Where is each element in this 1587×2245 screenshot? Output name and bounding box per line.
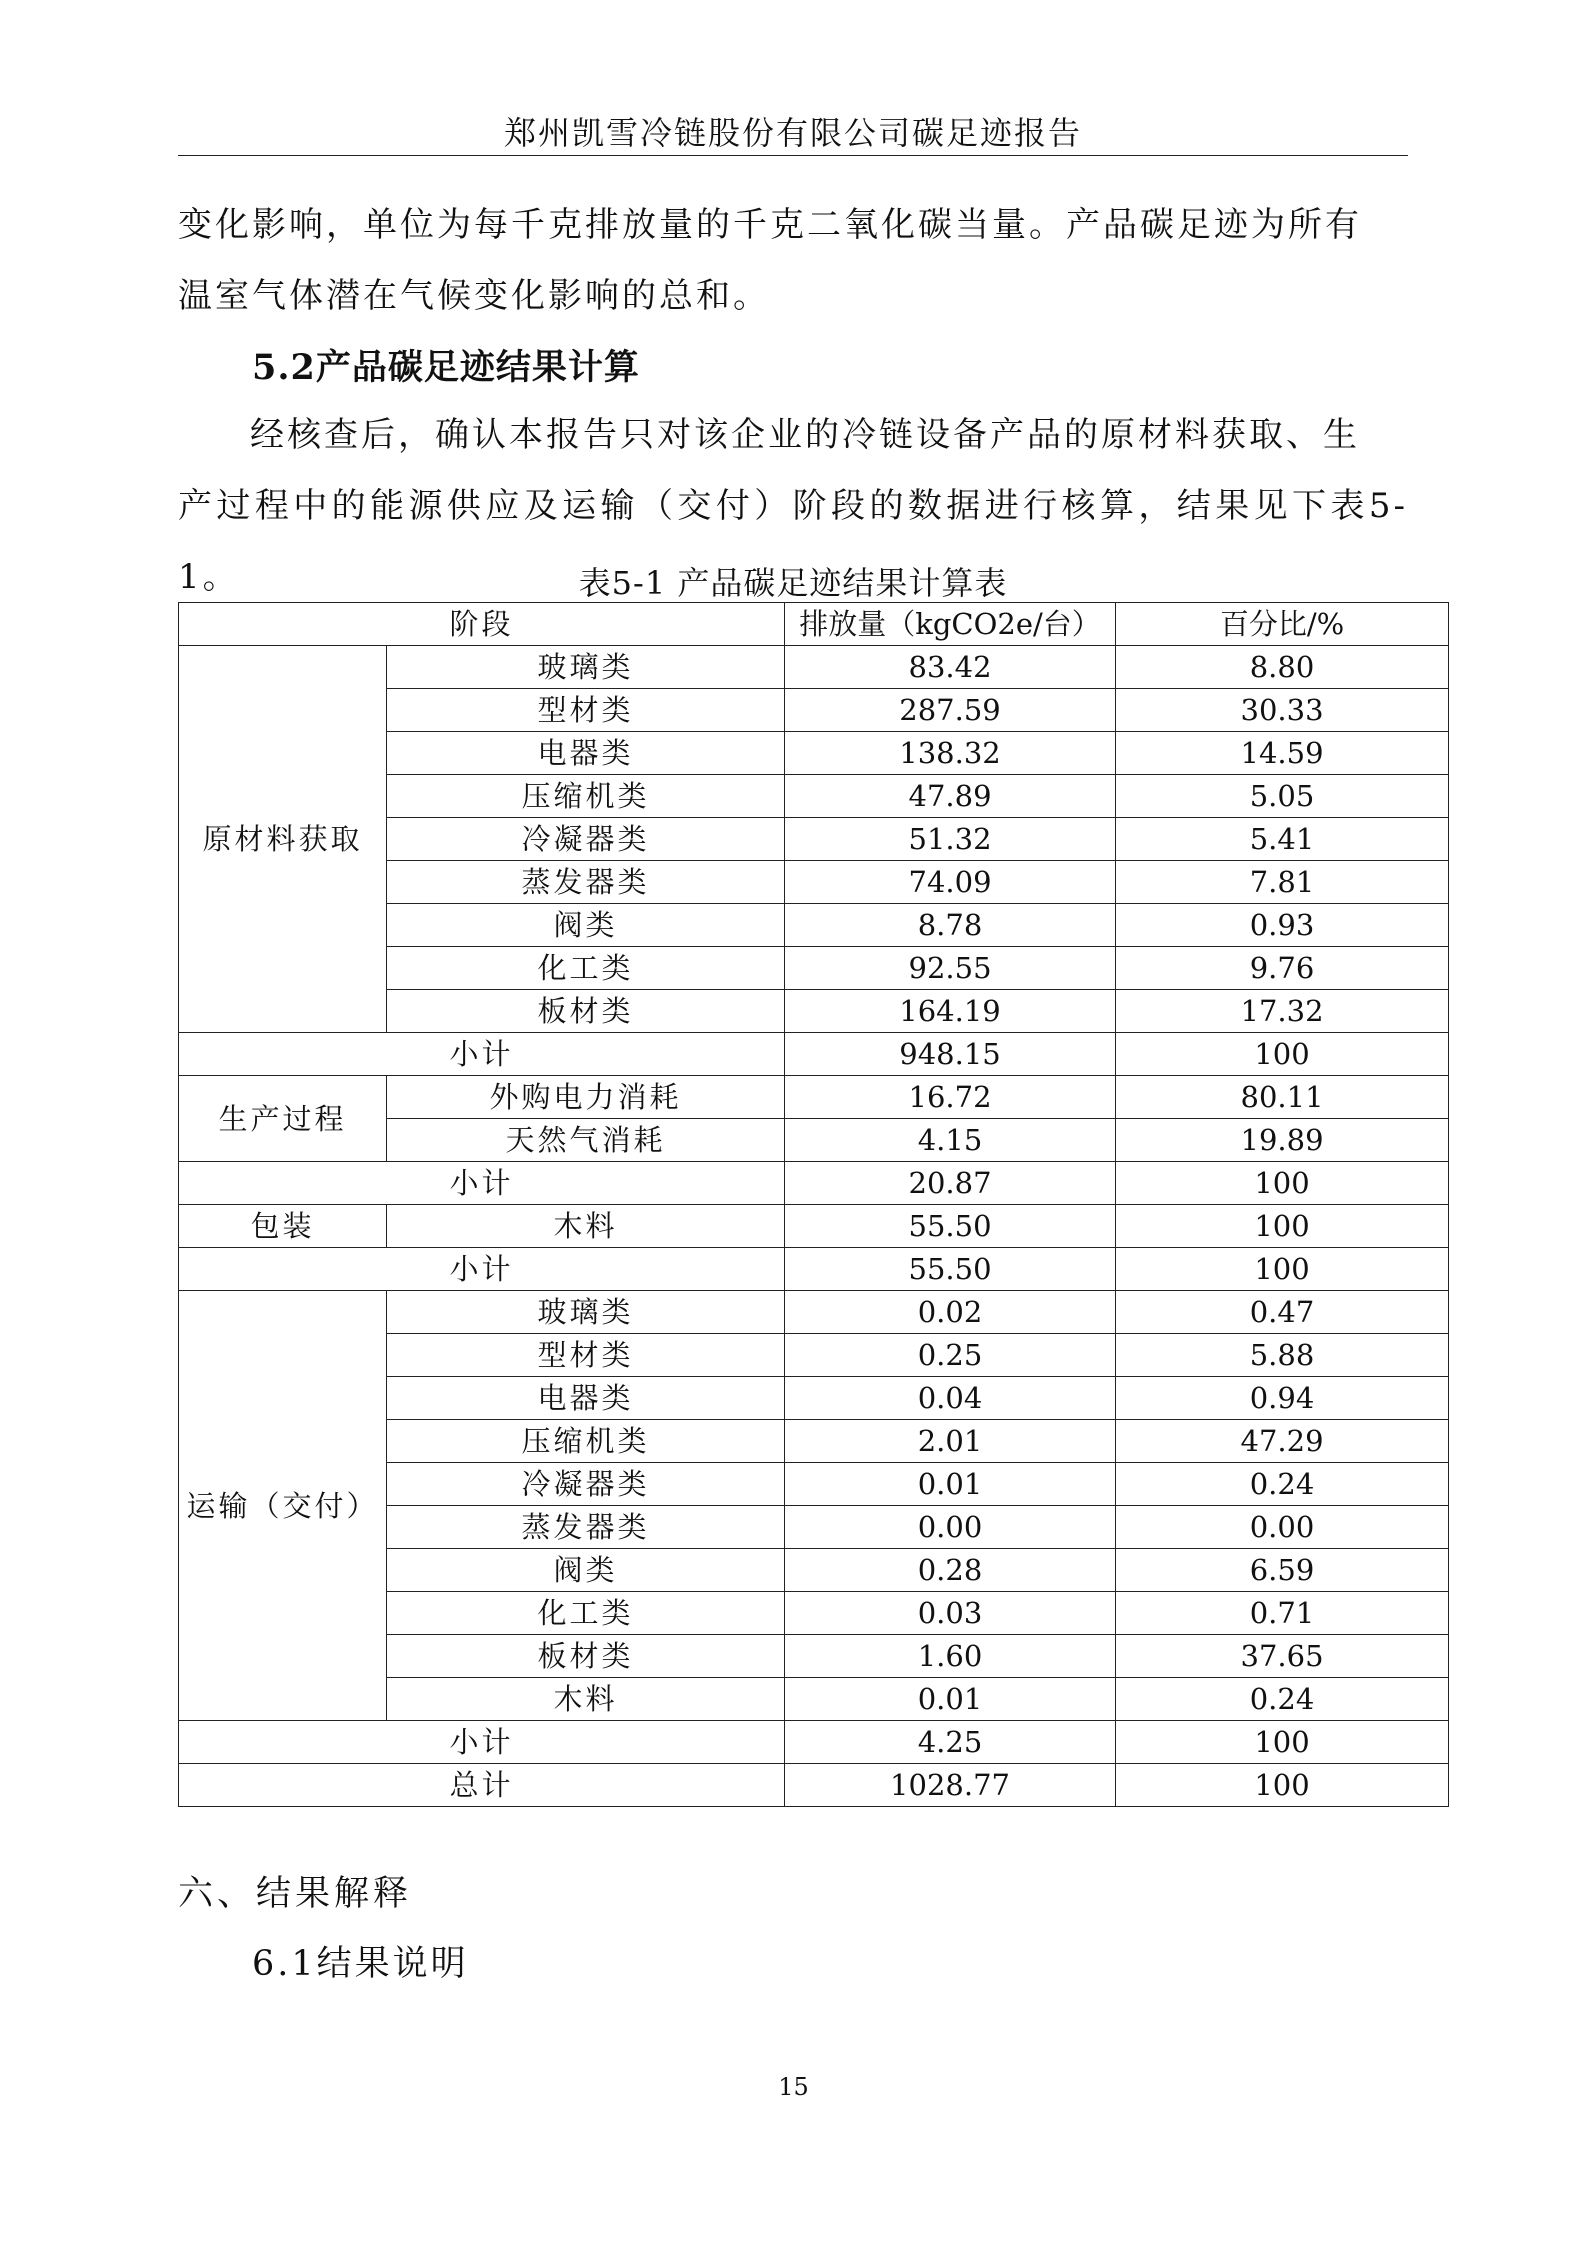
percent-cell: 100 [1116, 1033, 1449, 1076]
percent-cell: 37.65 [1116, 1635, 1449, 1678]
item-cell: 板材类 [387, 1635, 785, 1678]
item-cell: 木料 [387, 1678, 785, 1721]
percent-cell: 17.32 [1116, 990, 1449, 1033]
percent-cell: 0.24 [1116, 1678, 1449, 1721]
percent-cell: 14.59 [1116, 732, 1449, 775]
emission-cell: 0.01 [785, 1678, 1116, 1721]
percent-cell: 100 [1116, 1764, 1449, 1807]
emission-cell: 2.01 [785, 1420, 1116, 1463]
percent-cell: 5.41 [1116, 818, 1449, 861]
section-para-line-1: 经核查后，确认本报告只对该企业的冷链设备产品的原材料获取、生 [250, 415, 1360, 455]
subtotal-row [179, 1721, 1449, 1764]
percent-cell: 100 [1116, 1162, 1449, 1205]
item-cell: 冷凝器类 [387, 818, 785, 861]
emission-cell: 0.02 [785, 1291, 1116, 1334]
item-cell: 天然气消耗 [387, 1119, 785, 1162]
item-cell: 玻璃类 [387, 1291, 785, 1334]
header-percent: 百分比/% [1116, 603, 1449, 646]
percent-cell: 0.93 [1116, 904, 1449, 947]
item-cell: 型材类 [387, 689, 785, 732]
percent-cell: 47.29 [1116, 1420, 1449, 1463]
table-body [179, 603, 1449, 1807]
percent-cell: 9.76 [1116, 947, 1449, 990]
emission-cell: 55.50 [785, 1248, 1116, 1291]
stage-group-cell: 包装 [179, 1205, 387, 1248]
header-rule [178, 155, 1408, 156]
emission-cell: 948.15 [785, 1033, 1116, 1076]
summary-label-cell: 小计 [179, 1721, 785, 1764]
percent-cell: 100 [1116, 1248, 1449, 1291]
subsection-title: 6.1结果说明 [252, 1944, 469, 1984]
subtotal-row [179, 1033, 1449, 1076]
item-cell: 外购电力消耗 [387, 1076, 785, 1119]
table-header-row [179, 603, 1449, 646]
item-cell: 电器类 [387, 732, 785, 775]
emission-cell: 0.01 [785, 1463, 1116, 1506]
header-stage: 阶段 [179, 603, 785, 646]
percent-cell: 0.00 [1116, 1506, 1449, 1549]
item-cell: 型材类 [387, 1334, 785, 1377]
emission-cell: 47.89 [785, 775, 1116, 818]
stage-group-cell: 生产过程 [179, 1076, 387, 1162]
percent-cell: 0.71 [1116, 1592, 1449, 1635]
item-cell: 玻璃类 [387, 646, 785, 689]
summary-label-cell: 小计 [179, 1033, 785, 1076]
emission-cell: 0.25 [785, 1334, 1116, 1377]
emission-cell: 287.59 [785, 689, 1116, 732]
emission-cell: 0.03 [785, 1592, 1116, 1635]
item-cell: 化工类 [387, 1592, 785, 1635]
subtotal-row [179, 1248, 1449, 1291]
table-row [179, 1205, 1449, 1248]
emission-cell: 164.19 [785, 990, 1116, 1033]
carbon-footprint-table [178, 602, 1449, 1807]
page-number: 15 [778, 2073, 809, 2101]
header-emission: 排放量（kgCO2e/台） [785, 603, 1116, 646]
item-cell: 阀类 [387, 904, 785, 947]
table-caption: 表5-1 产品碳足迹结果计算表 [578, 564, 1008, 602]
emission-cell: 55.50 [785, 1205, 1116, 1248]
emission-cell: 4.15 [785, 1119, 1116, 1162]
emission-cell: 83.42 [785, 646, 1116, 689]
item-cell: 压缩机类 [387, 775, 785, 818]
percent-cell: 80.11 [1116, 1076, 1449, 1119]
percent-cell: 5.05 [1116, 775, 1449, 818]
emission-cell: 8.78 [785, 904, 1116, 947]
item-cell: 阀类 [387, 1549, 785, 1592]
summary-label-cell: 小计 [179, 1248, 785, 1291]
emission-cell: 4.25 [785, 1721, 1116, 1764]
chapter-title: 六、结果解释 [178, 1874, 413, 1914]
stage-group-cell: 原材料获取 [179, 646, 387, 1033]
item-cell: 冷凝器类 [387, 1463, 785, 1506]
emission-cell: 51.32 [785, 818, 1116, 861]
intro-line-1: 变化影响，单位为每千克排放量的千克二氧化碳当量。产品碳足迹为所有 [178, 205, 1362, 245]
percent-cell: 19.89 [1116, 1119, 1449, 1162]
percent-cell: 8.80 [1116, 646, 1449, 689]
percent-cell: 100 [1116, 1721, 1449, 1764]
percent-cell: 7.81 [1116, 861, 1449, 904]
emission-cell: 1.60 [785, 1635, 1116, 1678]
emission-cell: 0.04 [785, 1377, 1116, 1420]
emission-cell: 0.00 [785, 1506, 1116, 1549]
percent-cell: 0.94 [1116, 1377, 1449, 1420]
percent-cell: 5.88 [1116, 1334, 1449, 1377]
emission-cell: 0.28 [785, 1549, 1116, 1592]
emission-cell: 1028.77 [785, 1764, 1116, 1807]
item-cell: 木料 [387, 1205, 785, 1248]
section-para-line-2: 产过程中的能源供应及运输（交付）阶段的数据进行核算，结果见下表5-1。 [178, 486, 1408, 597]
table-row [179, 1076, 1449, 1119]
emission-cell: 92.55 [785, 947, 1116, 990]
item-cell: 板材类 [387, 990, 785, 1033]
summary-label-cell: 总计 [179, 1764, 785, 1807]
percent-cell: 0.47 [1116, 1291, 1449, 1334]
intro-line-2: 温室气体潜在气候变化影响的总和。 [178, 276, 770, 316]
emission-cell: 74.09 [785, 861, 1116, 904]
emission-cell: 16.72 [785, 1076, 1116, 1119]
stage-group-cell: 运输（交付） [179, 1291, 387, 1721]
section-title: 5.2产品碳足迹结果计算 [252, 347, 640, 388]
percent-cell: 0.24 [1116, 1463, 1449, 1506]
item-cell: 化工类 [387, 947, 785, 990]
table-row [179, 646, 1449, 689]
percent-cell: 100 [1116, 1205, 1449, 1248]
total-row [179, 1764, 1449, 1807]
emission-cell: 20.87 [785, 1162, 1116, 1205]
table-row [179, 1291, 1449, 1334]
subtotal-row [179, 1162, 1449, 1205]
item-cell: 电器类 [387, 1377, 785, 1420]
summary-label-cell: 小计 [179, 1162, 785, 1205]
page-header-title: 郑州凯雪冷链股份有限公司碳足迹报告 [503, 114, 1082, 152]
percent-cell: 6.59 [1116, 1549, 1449, 1592]
percent-cell: 30.33 [1116, 689, 1449, 732]
item-cell: 蒸发器类 [387, 861, 785, 904]
item-cell: 蒸发器类 [387, 1506, 785, 1549]
item-cell: 压缩机类 [387, 1420, 785, 1463]
emission-cell: 138.32 [785, 732, 1116, 775]
